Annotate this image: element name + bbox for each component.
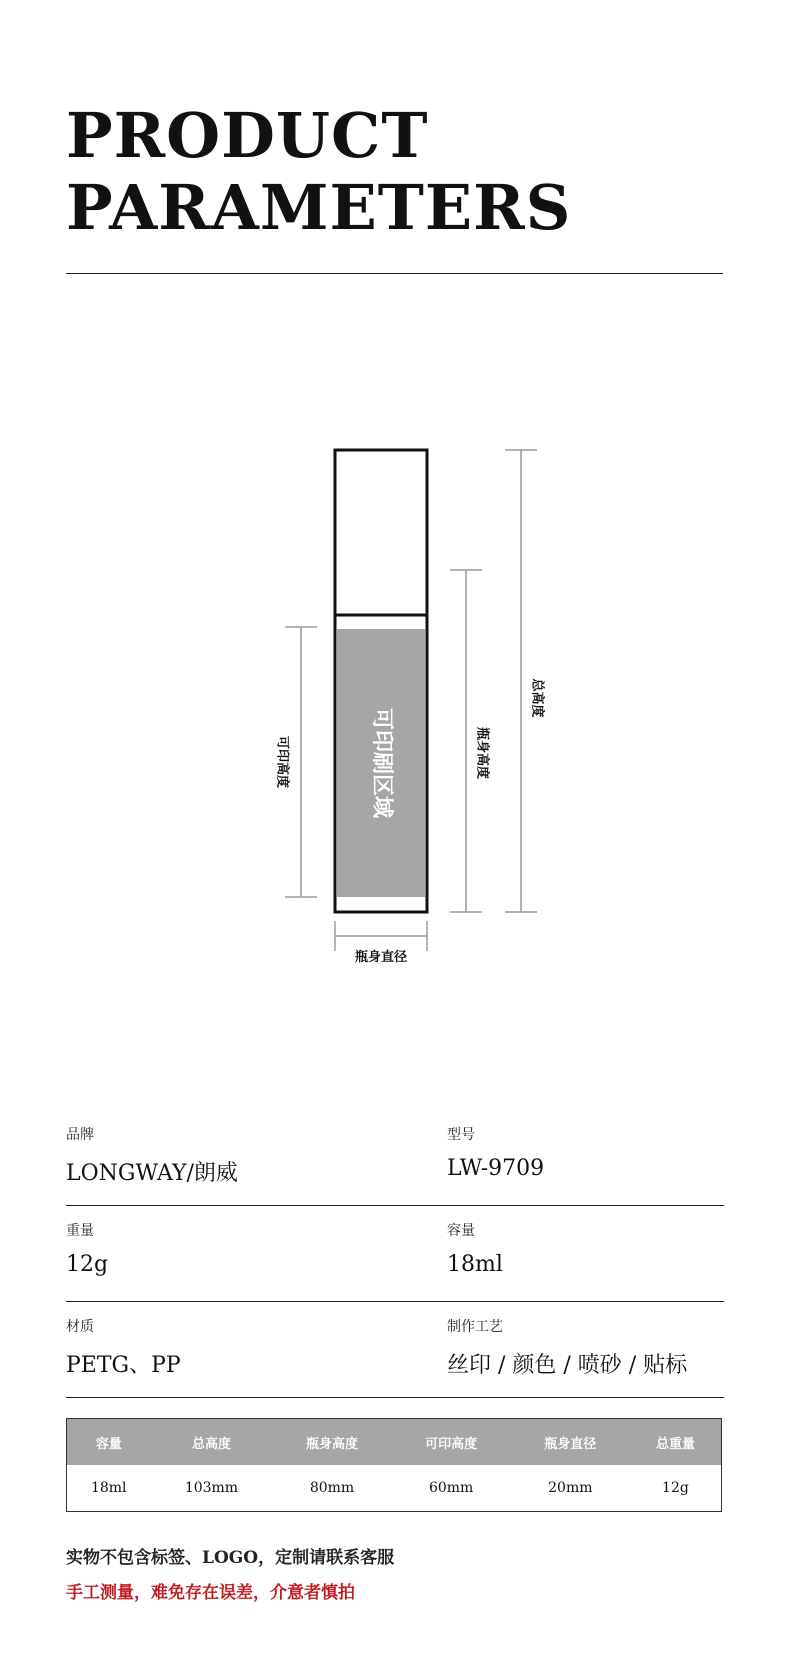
param-label: 制作工艺 — [447, 1319, 503, 1335]
spec-cell: 60mm — [428, 1480, 474, 1496]
param-value: LONGWAY/朗威 — [66, 1161, 238, 1186]
spec-cell: 20mm — [548, 1480, 593, 1496]
spec-header-cell: 瓶身直径 — [511, 1419, 630, 1466]
print-area-label: 可印刷区域 — [369, 707, 395, 819]
title-line-1: PRODUCT — [66, 99, 429, 172]
spec-cell: 103mm — [184, 1480, 239, 1496]
spec-header-row — [67, 1419, 722, 1466]
param-label: 重量 — [66, 1223, 94, 1239]
param-label: 材质 — [66, 1319, 94, 1335]
param-brand — [66, 1124, 238, 1187]
param-weight — [66, 1220, 108, 1277]
note-measurement-disclaimer: 手工测量，难免存在误差，介意者慎拍 — [66, 1583, 355, 1603]
spec-data-row — [67, 1465, 722, 1512]
spec-table — [66, 1418, 722, 1512]
spec-header-cell: 容量 — [67, 1419, 151, 1466]
printable-height-label: 可印高度 — [274, 735, 290, 789]
bottle-cap — [335, 450, 427, 615]
body-diameter-dimension — [335, 921, 427, 951]
title-line-2: PARAMETERS — [66, 171, 572, 244]
title-divider — [66, 273, 723, 274]
note-no-label: 实物不包含标签、LOGO，定制请联系客服 — [66, 1548, 395, 1568]
total-height-label: 总高度 — [529, 678, 545, 718]
spec-cell: 80mm — [309, 1480, 355, 1496]
body-height-label: 瓶身高度 — [474, 726, 490, 780]
spec-header-cell: 总高度 — [150, 1419, 272, 1466]
param-value: 18ml — [447, 1252, 503, 1277]
bottle-diagram — [0, 440, 790, 1010]
param-label: 型号 — [447, 1127, 475, 1143]
param-value: 丝印 / 颜色 / 喷砂 / 贴标 — [447, 1353, 688, 1378]
spec-cell: 18ml — [90, 1480, 127, 1496]
spec-header-cell: 可印高度 — [392, 1419, 511, 1466]
param-label: 品牌 — [66, 1127, 94, 1143]
param-material — [66, 1316, 181, 1379]
spec-cell: 12g — [662, 1480, 689, 1496]
param-row — [66, 1302, 724, 1398]
spec-header-cell: 瓶身高度 — [272, 1419, 391, 1466]
body-diameter-label: 瓶身直径 — [354, 950, 408, 965]
param-row — [66, 1110, 724, 1206]
param-model — [447, 1124, 544, 1181]
param-value: LW-9709 — [447, 1156, 545, 1181]
param-label: 容量 — [447, 1223, 475, 1239]
page-title — [66, 100, 571, 244]
param-row — [66, 1206, 724, 1302]
param-value: 12g — [66, 1252, 109, 1277]
parameter-list — [66, 1110, 724, 1398]
spec-header-cell: 总重量 — [630, 1419, 722, 1466]
param-value: PETG、PP — [66, 1353, 181, 1378]
param-process — [447, 1316, 687, 1379]
param-capacity — [447, 1220, 503, 1277]
